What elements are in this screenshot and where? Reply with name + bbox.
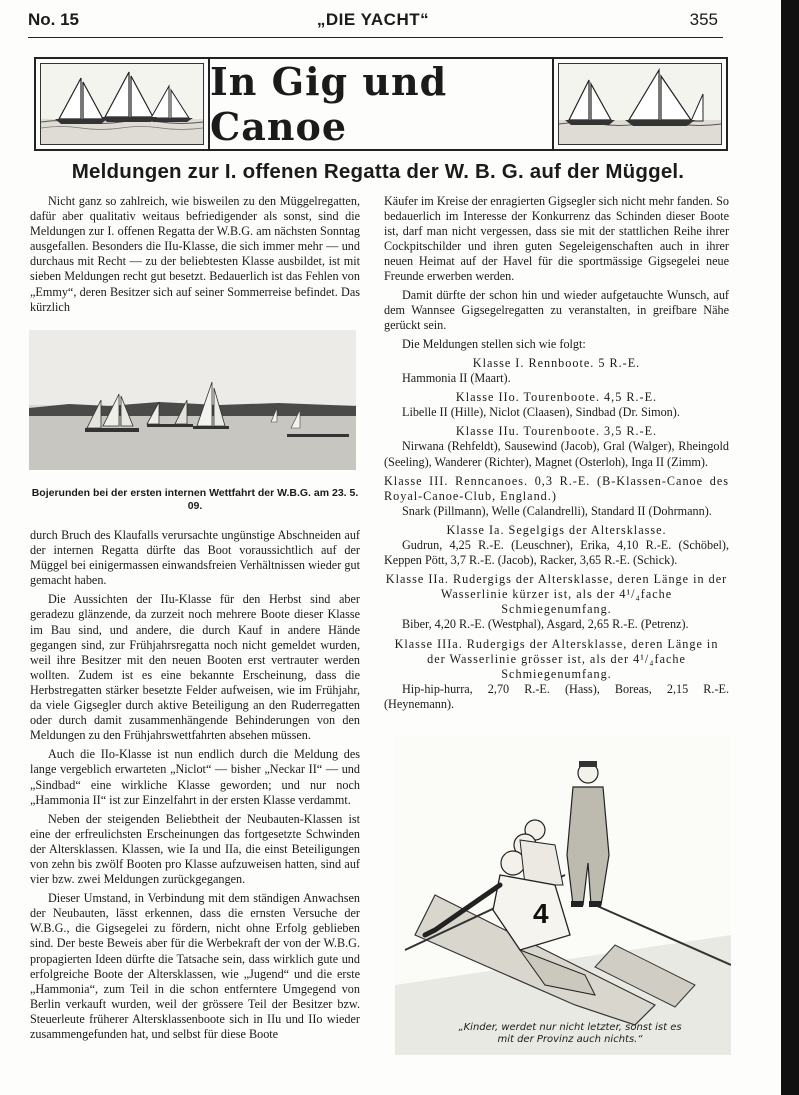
class-entries: Hip-hip-hurra, 2,70 R.-E. (Hass), Boreas, 2,15 R.-E. (Heynemann). <box>384 681 729 711</box>
class-heading: Klasse IIu. Tourenboote. 3,5 R.-E. <box>455 424 658 439</box>
paragraph: Damit dürfte der schon hin und wieder aufgetauchte Wunsch, auf dem Wannsee Gigsegelregatten zu veranstalten, in greifbare Nähe gerückt sein. <box>384 287 729 332</box>
regatta-photo <box>29 330 356 470</box>
left-column-bottom <box>30 528 360 1042</box>
class-entries: Snark (Pillmann), Welle (Calandrelli), Standard II (Dohrmann). <box>402 503 712 518</box>
photo-caption: Bojerunden bei der ersten internen Wettfahrt der W.B.G. am 23. 5. 09. <box>31 487 359 512</box>
class-entries: Biber, 4,20 R.-E. (Westphal), Asgard, 2,65 R.-E. (Petrenz). <box>402 617 689 632</box>
paragraph: Auch die IIo-Klasse ist nun endlich durch die Meldung des lange vergeblich erwarteten „Niclot“ — bisher „Neckar II“ — und „Sindbad“ eine wirkliche Klasse geworden; und nur noch „Hammonia II“ ist zur Einzelfahrt in der ersten Klasse verdammt. <box>30 747 360 807</box>
article-headline: Meldungen zur I. offenen Regatta der W. B. G. auf der Müggel. <box>71 160 685 183</box>
rower-number: 4 <box>533 898 549 929</box>
class-heading: Klasse Ia. Segelgigs der Altersklasse. <box>446 522 667 537</box>
page-number: 355 <box>689 10 718 29</box>
paragraph: Neben der steigenden Beliebtheit der Neubauten-Klassen ist eine der erfreulichsten Erscheinungen das fortgesetzte Schwinden der Altersklassen. Klassen, wie Ia und IIa, die einst Beteiligungen von zehn bis zwölf Booten pro Klasse aufzuweisen hatten, sind auf vier bzw. zwei Meldungen zurückgegangen. <box>30 811 360 887</box>
paragraph: Käufer im Kreise der enragierten Gigsegler sich nicht mehr fanden. So bedauerlich im Interesse der Konkurrenz das Schinden dieser Boote ist, darf man nicht vergessen, dass sie mit der stattlichen Reihe ihrer Cockpitschilder und ihren guten Segeleigenschaften auch in ihrer neuen Heimat auf der Havel für die sportmässige Gigsegelei neue Freunde erwerben werden. <box>384 194 729 284</box>
sailboats-vignette-right <box>558 63 722 145</box>
section-title: In Gig und Canoe <box>208 59 554 149</box>
magazine-title: „DIE YACHT“ <box>316 10 430 29</box>
header-rule <box>28 37 723 38</box>
class-entries: Gudrun, 4,25 R.-E. (Leuschner), Erika, 4,10 R.-E. (Schöbel), Keppen Pött, 3,7 R.-E. (Jacob), Racker, 3,65 R.-E. (Schick). <box>384 537 729 568</box>
section-banner <box>34 57 728 151</box>
class-heading: Klasse IIo. Tourenboote. 4,5 R.-E. <box>455 390 658 405</box>
paragraph: Dieser Umstand, in Verbindung mit dem ständigen Anwachsen der Neubauten, lässt erkennen, dass die ernsten Versuche der W.B.G., die Gigsegelei zu fördern, nicht ohne Erfolg geblieben sind. Der beste Beweis aber für die Werbekraft der von der W.B.G. propagierten Ideen dürfte die Tatsache sein, dass wirklich gute und erfolgreiche Boote der Altersklassen, wie „Jugend“ und die erste „Hammonia“, zum Teil in die schon entferntere Umgegend von Berlin verkauft wurden, weil der grössere Teil der Besitzer bzw. Steuerleute früherer Altersklassenboote sich in IIu und IIo wieder zusammengefunden hat, und selbst für diese Boote <box>30 891 360 1041</box>
sailboats-vignette-left <box>40 63 204 145</box>
class-entries: Hammonia II (Maart). <box>402 371 511 386</box>
paragraph: durch Bruch des Klaufalls verursachte ungünstige Abschneiden auf der internen Regatta dürfte das Boot voraussichtlich auf der Müggel bei einigermassen einwandsfreien Verhältnissen wieder gut gemacht haben. <box>30 528 360 588</box>
class-heading: Klasse IIIa. Rudergigs der Altersklasse, deren Länge in der Wasserlinie grösser ist, als der 4¹/₄fache Schmiegenumfang. <box>394 636 719 681</box>
class-entries: Libelle II (Hille), Niclot (Claasen), Sindbad (Dr. Simon). <box>402 405 680 420</box>
class-heading: Klasse IIa. Rudergigs der Altersklasse, deren Länge in der Wasserlinie kürzer ist, als der 4¹/₄fache Schmiegenumfang. <box>385 572 728 617</box>
page-header <box>28 10 718 32</box>
paragraph: Die Aussichten der IIu-Klasse für den Herbst sind aber geradezu glänzende, da zurzeit noch mehrere Boote dieser Klasse im Bau sind, und andere, die durch Kauf in andere Hände gegangen sind, zur Frühjahrsregatta noch nicht gemeldet wurden, weil ihre Besitzer mit den neuen Booten erst vertrauter werden wollten. Zudem ist es eine bekannte Erscheinung, dass die Herbstregatten stärker besetzte Felder aufweisen, wie im Frühjahr, da viele Gigsegler durch aktive Beteiligung an den Ruderregatten oder durch damit zusammenhängende Behinderungen von den Meldungen zu den Frühjahrswettfahrten absehen müssen. <box>30 592 360 743</box>
issue-number: No. 15 <box>28 10 80 29</box>
scan-border <box>781 0 799 1095</box>
illustration-caption <box>420 1022 720 1046</box>
class-heading: Klasse III. Renncanoes. 0,3 R.-E. (B-Klassen-Canoe des Royal-Canoe-Club, England.) <box>384 473 729 503</box>
illustration-caption-line-2: mit der Provinz auch nichts.“ <box>497 1034 643 1045</box>
rowing-crew-illustration <box>395 735 731 1055</box>
left-column-top <box>30 194 360 315</box>
entries-intro: Die Meldungen stellen sich wie folgt: <box>402 336 586 351</box>
illustration-caption-line-1: „Kinder, werdet nur nicht letzter, sonst ist es <box>458 1022 682 1033</box>
class-heading: Klasse I. Rennboote. 5 R.-E. <box>472 355 641 370</box>
class-entries: Nirwana (Rehfeldt), Sausewind (Jacob), Gral (Walger), Rheingold (Seeling), Wanderer (Richter), Magnet (Osterloh), Inga II (Zimm). <box>384 439 729 469</box>
paragraph: Nicht ganz so zahlreich, wie bisweilen zu den Müggelregatten, dafür aber qualitativ weitaus befriedigender als sonst, sind die Meldungen zur I. offenen Regatta der W.B.G. am nächsten Sonntag ausgefallen. Besonders die IIu-Klasse, die sich immer mehr — und durchaus mit Recht — zu der beliebtesten Klasse ausbildet, ist mit sieben Meldungen recht gut besetzt. Bedauerlich ist das Fehlen von „Emmy“, deren Besitzer sich auf seiner Sommerreise befindet. Das kürzlich <box>30 194 360 314</box>
right-column <box>384 194 729 712</box>
